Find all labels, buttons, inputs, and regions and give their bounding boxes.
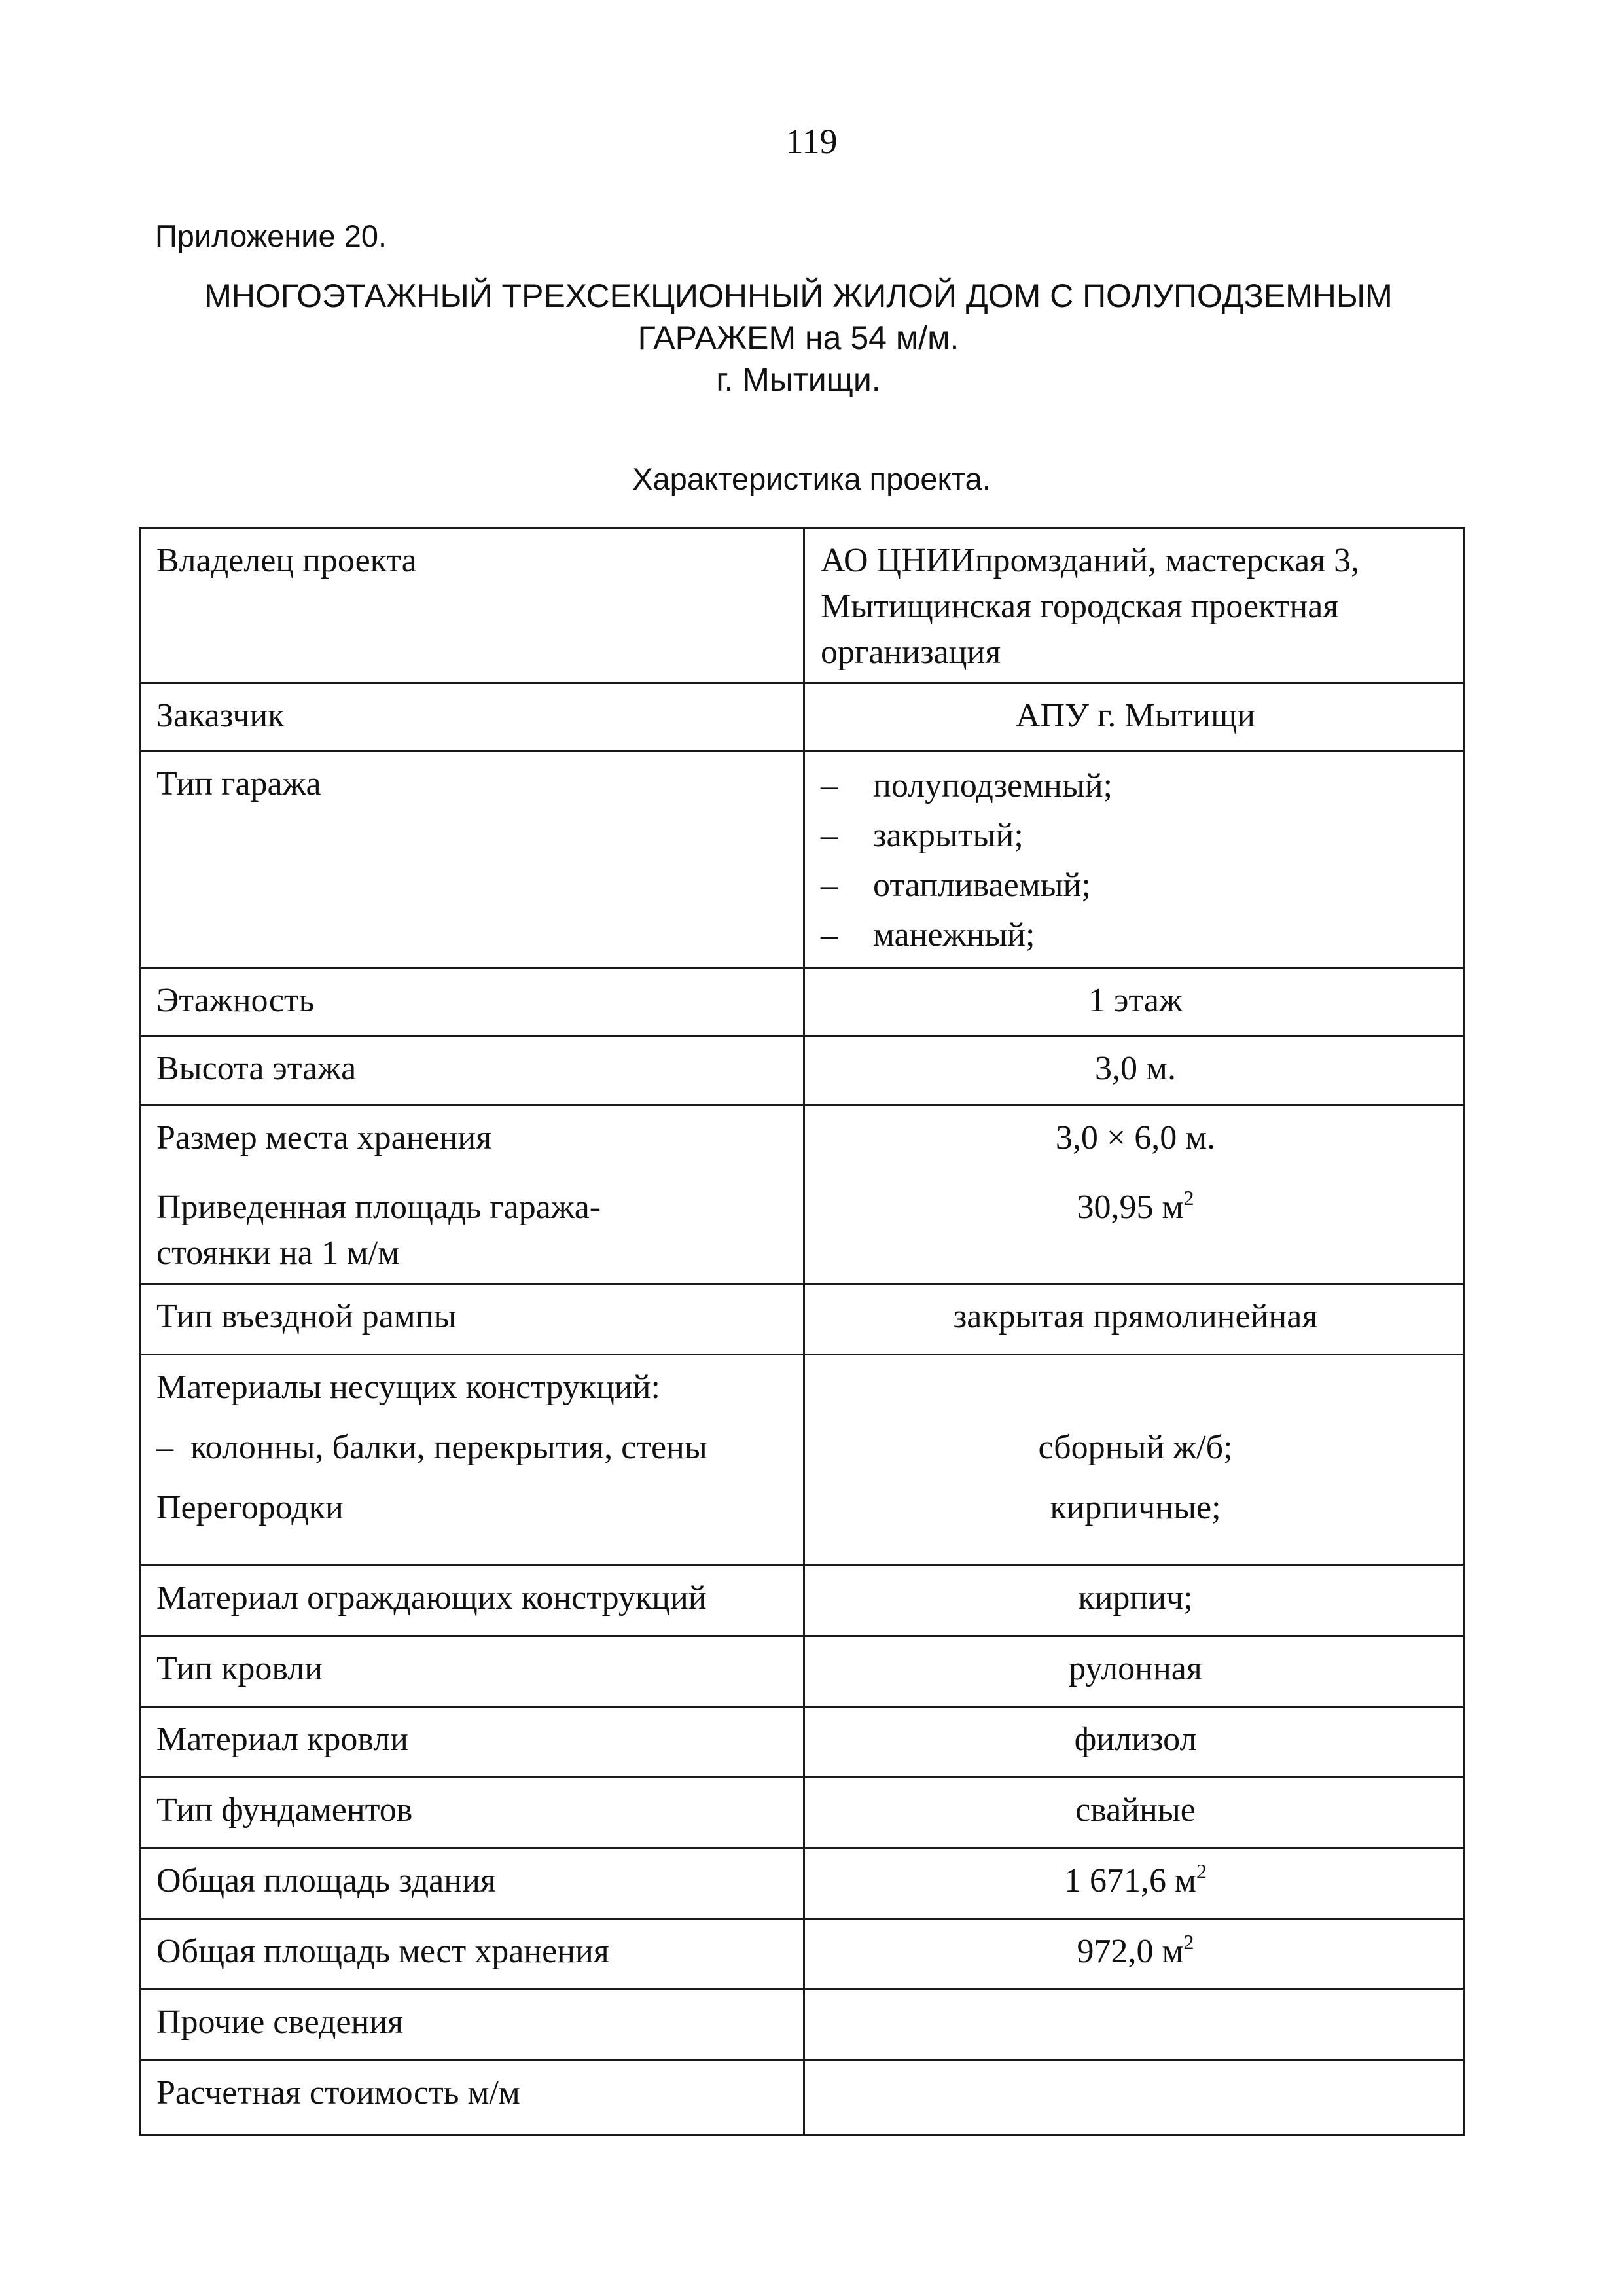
garage-type-label: Тип гаража [140,751,804,968]
owner-value [804,528,1465,683]
table-row-ramp [140,1284,1465,1355]
project-characteristics-table [139,527,1465,2136]
customer-label: Заказчик [140,683,804,751]
ramp-label: Тип въездной рампы [140,1284,804,1355]
cost-value [804,2060,1465,2136]
roof-type-value: рулонная [804,1636,1465,1707]
list-item: – отапливаемый; [821,861,1450,910]
title-line-3: г. Мытищи. [716,361,881,398]
table-row-garage-type [140,751,1465,968]
storage-area-number: 30,95 м [1077,1189,1184,1226]
table-row-foundation [140,1778,1465,1848]
roof-type-label: Тип кровли [140,1636,804,1707]
storage-area-total-label: Общая площадь мест хранения [140,1919,804,1990]
table-row-roof-type [140,1636,1465,1707]
materials-columns-label: – колонны, балки, перекрытия, стены [156,1429,707,1466]
total-area-value [804,1848,1465,1919]
total-area-number: 1 671,6 м [1064,1862,1196,1899]
list-item: – полуподземный; [821,761,1450,811]
title-line-2: ГАРАЖЕМ на 54 м/м. [637,319,959,356]
appendix-label: Приложение 20. [155,219,387,253]
list-item: – закрытый; [821,811,1450,861]
owner-value-line-3: организация [821,634,1001,671]
materials-columns-value: сборный ж/б; [1038,1429,1233,1466]
floor-height-label: Высота этажа [140,1036,804,1105]
storage-area-label-line-1: Приведенная площадь гаража- [156,1189,601,1226]
floor-height-value: 3,0 м. [804,1036,1465,1105]
table-row-materials [140,1355,1465,1566]
document-title [79,275,1518,401]
garage-type-list [821,761,1450,960]
storage-value [804,1105,1465,1284]
enclosing-value: кирпич; [804,1566,1465,1636]
table-caption: Характеристика проекта. [632,461,991,496]
materials-heading: Материалы несущих конструкций: [156,1369,660,1406]
storage-area-label-line-2: стоянки на 1 м/м [156,1234,400,1272]
customer-value: АПУ г. Мытищи [804,683,1465,751]
superscript: 2 [1183,1929,1194,1954]
storage-area-total-value [804,1919,1465,1990]
title-line-1: МНОГОЭТАЖНЫЙ ТРЕХСЕКЦИОННЫЙ ЖИЛОЙ ДОМ С ПОЛУПОДЗЕМНЫМ [204,278,1393,314]
table-row-roof-material [140,1707,1465,1778]
table-row-other [140,1990,1465,2060]
storage-size-value: 3,0 × 6,0 м. [1055,1119,1216,1157]
owner-label: Владелец проекта [140,528,804,683]
cost-label: Расчетная стоимость м/м [140,2060,804,2136]
other-value [804,1990,1465,2060]
partitions-value: кирпичные; [1050,1489,1221,1526]
floors-label: Этажность [140,968,804,1036]
table-row-floors [140,968,1465,1036]
other-label: Прочие сведения [140,1990,804,2060]
enclosing-label: Материал ограждающих конструкций [140,1566,804,1636]
owner-value-line-1: АО ЦНИИпромзданий, мастерская 3, [821,542,1360,579]
foundation-value: свайные [804,1778,1465,1848]
partitions-label: Перегородки [156,1489,344,1526]
owner-value-line-2: Мытищинская городская проектная [821,588,1339,625]
list-item: – манежный; [821,910,1450,960]
page-number: 119 [785,122,838,161]
table-row-enclosing [140,1566,1465,1636]
materials-value [804,1355,1465,1566]
materials-columns-text: колонны, балки, перекрытия, стены [190,1429,707,1466]
superscript: 2 [1183,1185,1194,1210]
table-row-storage [140,1105,1465,1284]
storage-area-total-number: 972,0 м [1077,1933,1184,1970]
roof-material-label: Материал кровли [140,1707,804,1778]
superscript: 2 [1196,1859,1207,1883]
table-row-owner [140,528,1465,683]
garage-type-value [804,751,1465,968]
table-row-customer [140,683,1465,751]
total-area-label: Общая площадь здания [140,1848,804,1919]
table-row-cost [140,2060,1465,2136]
roof-material-value: филизол [804,1707,1465,1778]
storage-size-label: Размер места хранения [156,1119,492,1157]
materials-label [140,1355,804,1566]
table-row-total-area [140,1848,1465,1919]
floors-value: 1 этаж [804,968,1465,1036]
storage-area-value [821,1185,1450,1230]
table-row-storage-area [140,1919,1465,1990]
ramp-value: закрытая прямолинейная [804,1284,1465,1355]
storage-label [140,1105,804,1284]
foundation-label: Тип фундаментов [140,1778,804,1848]
table-row-floor-height [140,1036,1465,1105]
